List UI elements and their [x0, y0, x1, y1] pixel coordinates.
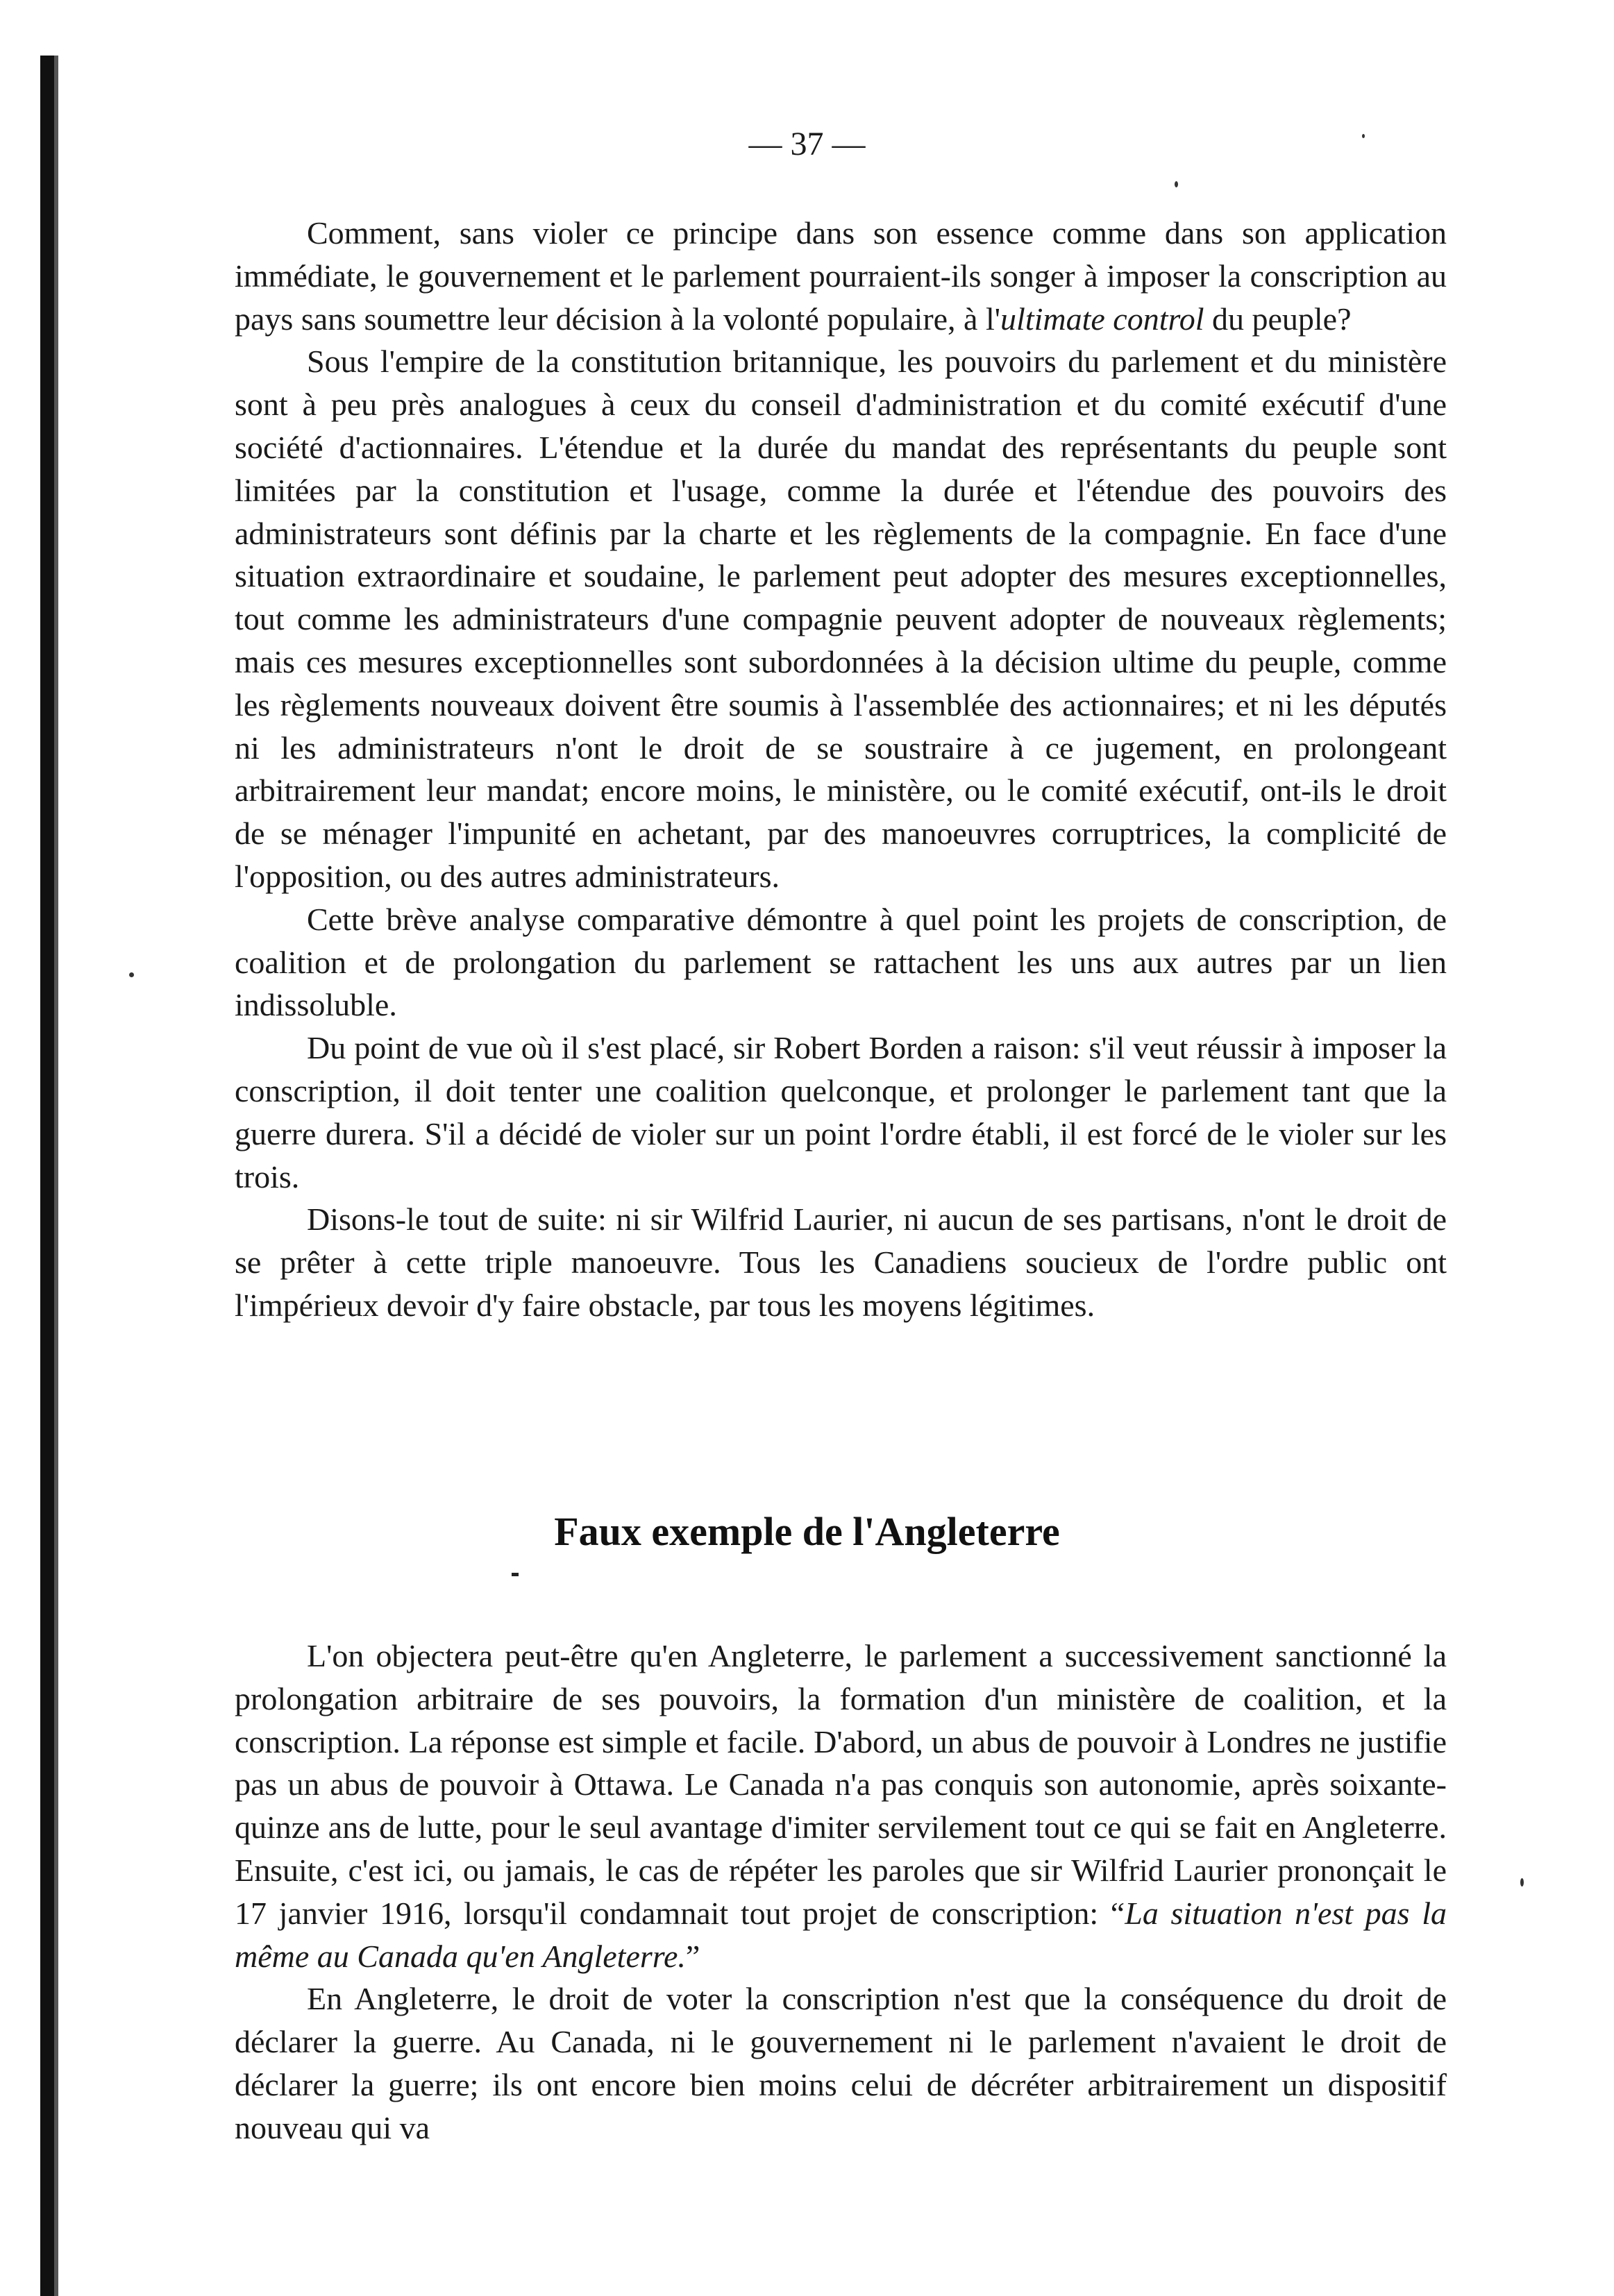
- paragraph-2: Sous l'empire de la constitution britannique, les pouvoirs du parlement et du ministère sont à peu près analogues à ceux du conseil d'administration et du comité exécutif d'une société d'actionnaires. L'étendue et la durée du mandat des représentants du peuple sont limitées par la constitution et l'usage, comme la durée et l'étendue des pouvoirs des administrateurs sont définis par la charte et les règlements de la compagnie. En face d'une situation extraordinaire et soudaine, le parlement peut adopter des mesures exceptionnelles, tout comme les administrateurs d'une compagnie peuvent adopter de nouveaux règlements; mais ces mesures exceptionnelles sont subordonnées à la décision ultime du peuple, comme les règlements nouveaux doivent être soumis à l'assemblée des actionnaires; et ni les députés ni les administrateurs n'ont le droit de se soustraire à ce jugement, en prolongeant arbitrairement leur mandat; encore moins, le ministère, ou le comité exécutif, ont-ils le droit de se ménager l'impunité en achetant, par des manoeuvres corruptrices, la complicité de l'opposition, ou des autres administrateurs.: [235, 344, 1447, 894]
- paragraph-1: Comment, sans violer ce principe dans son essence comme dans son application immédiate, le gouvernement et le parlement pourraient-ils songer à imposer la conscription au pays sans soumettre leur décision à la volonté populaire, à l'ultimate control du peuple?: [235, 215, 1447, 337]
- paragraph-3: Cette brève analyse comparative démontre à quel point les projets de conscription, de coalition et de prolongation du parlement se rattachent les uns aux autres par un lien indissoluble.: [235, 901, 1447, 1023]
- ink-mark: [512, 1573, 519, 1576]
- paragraph-4: Du point de vue où il s'est placé, sir Robert Borden a raison: s'il veut réussir à imposer la conscription, il doit tenter une coalition quelconque, et prolonger le parlement tant que la guerre durera. S'il a décidé de violer sur un point l'ordre établi, il est forcé de le violer sur les trois.: [235, 1030, 1447, 1195]
- binding-shadow: [40, 56, 54, 2296]
- paragraph-5: Disons-le tout de suite: ni sir Wilfrid Laurier, ni aucun de ses partisans, n'ont le droit de se prêter à cette triple manoeuvre. Tous les Canadiens soucieux de l'ordre public ont l'impérieux devoir d'y faire obstacle, par tous les moyens légitimes.: [235, 1201, 1447, 1323]
- scan-speck: [1362, 134, 1365, 138]
- binding-shadow-inner: [54, 56, 58, 2296]
- section-heading: Faux exemple de l'Angleterre: [554, 1509, 1060, 1554]
- paragraph-6: L'on objectera peut-être qu'en Angleterre, le parlement a successivement sanctionné la prolongation arbitraire de ses pouvoirs, la formation d'un ministère de coalition, et la conscription. La réponse est simple et facile. D'abord, un abus de pouvoir à Londres ne justifie pas un abus de pouvoir à Ottawa. Le Canada n'a pas conquis son autonomie, après soixante-quinze ans de lutte, pour le seul avantage d'imiter servilement tout ce qui se fait en Angleterre. Ensuite, c'est ici, ou jamais, le cas de répéter les paroles que sir Wilfrid Laurier prononçait le 17 janvier 1916, lorsqu'il condamnait tout projet de conscription: “La situation n'est pas la même au Canada qu'en Angleterre.”: [235, 1638, 1447, 1974]
- scan-speck: [129, 972, 134, 977]
- paragraph-7: En Angleterre, le droit de voter la conscription n'est que la conséquence du droit de déclarer la guerre. Au Canada, ni le gouvernement ni le parlement n'avaient le droit de déclarer la guerre; ils ont encore bien moins celui de décréter arbitrairement un dispositif nouveau qui va: [235, 1981, 1447, 2145]
- scan-speck: [1175, 181, 1178, 187]
- emphasis-ultimate-control: ultimate control: [1000, 301, 1204, 337]
- body-text-bottom: [235, 1635, 1447, 2150]
- quotation-laurier: La situation n'est pas la même au Canada qu'en Angleterre.: [235, 1895, 1447, 1974]
- page-number: — 37 —: [748, 126, 866, 162]
- body-text-top: [235, 212, 1447, 1327]
- scan-speck: [1520, 1878, 1524, 1886]
